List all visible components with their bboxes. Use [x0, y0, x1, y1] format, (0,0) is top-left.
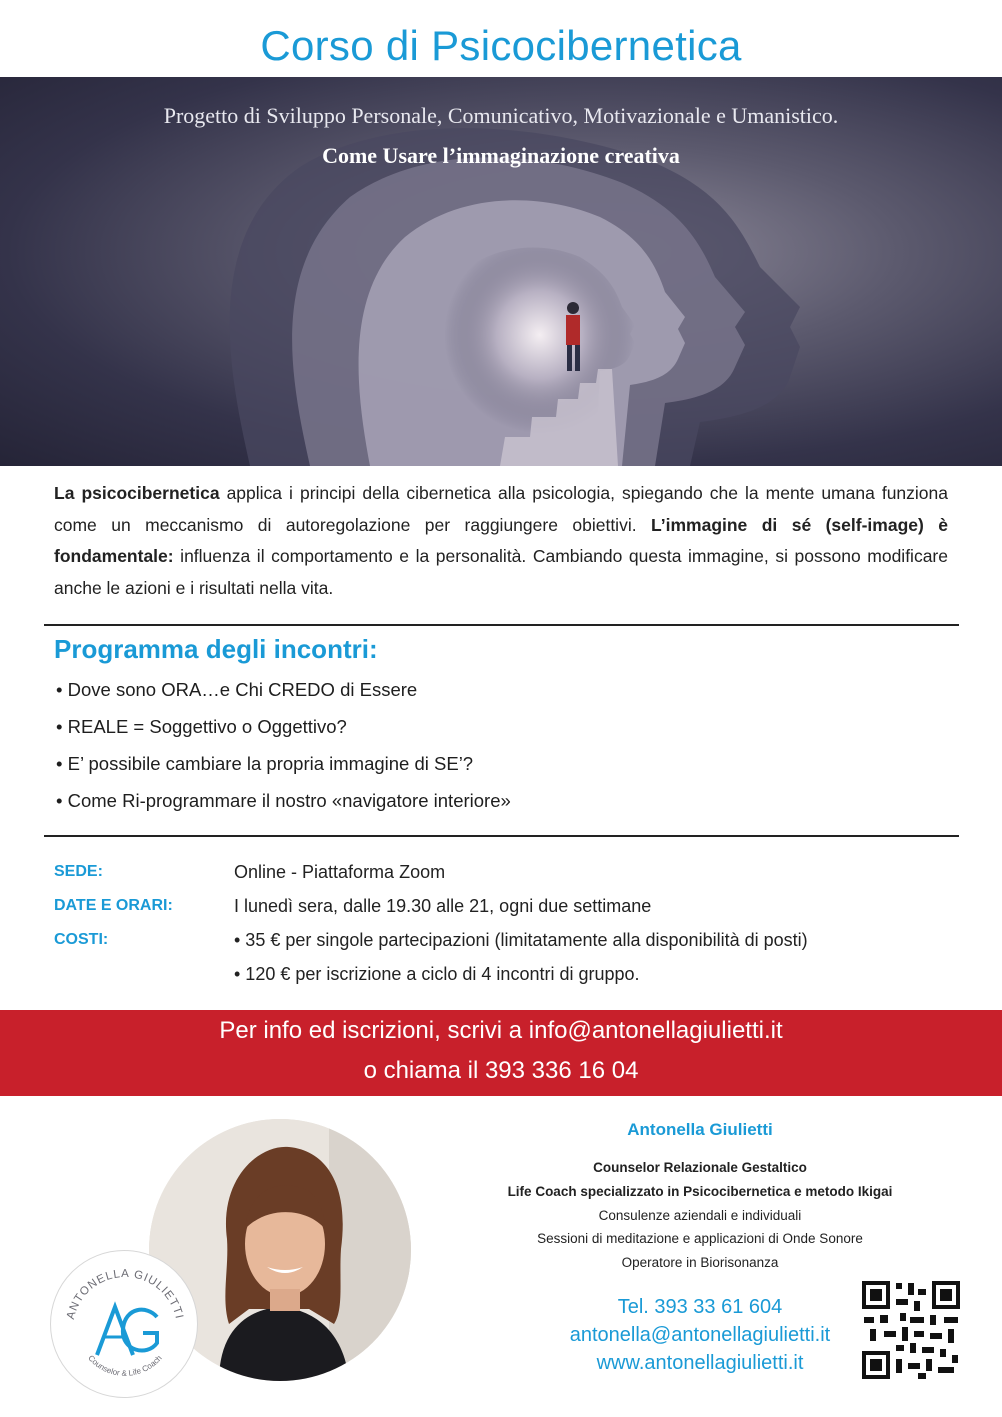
contact-role-2: Life Coach specializzato in Psicocibernetica e metodo Ikigai: [507, 1184, 893, 1199]
contact-website[interactable]: www.antonellagiulietti.it: [596, 1352, 804, 1374]
banner-email-line[interactable]: Per info ed iscrizioni, scrivi a info@antonellagiulietti.it: [219, 1017, 783, 1044]
intro-bold-1: La psicocibernetica: [54, 483, 220, 503]
costi-value-2: • 120 € per iscrizione a ciclo di 4 incontri di gruppo.: [234, 964, 640, 984]
logo-bottom-text: Counselor & Life Coach: [86, 1353, 164, 1378]
info-row-costi: [54, 926, 954, 960]
program-item: • Dove sono ORA…e Chi CREDO di Essere: [56, 679, 418, 700]
qr-code[interactable]: [860, 1279, 962, 1381]
intro-text-1: applica i principi della cibernetica alla psicologia, spiegando che la mente umana funziona come un meccanismo di autoregolazione per raggiungere obiettivi.: [54, 483, 949, 535]
contact-role-3: Consulenze aziendali e individuali: [598, 1208, 802, 1223]
hero-tagline: Come Usare l’immaginazione creativa: [322, 143, 680, 168]
date-value: I lunedì sera, dalle 19.30 alle 21, ogni due settimane: [234, 896, 652, 916]
contact-phone[interactable]: Tel. 393 33 61 604: [617, 1296, 783, 1318]
sede-value: Online - Piattaforma Zoom: [234, 862, 446, 882]
contact-email[interactable]: antonella@antonellagiulietti.it: [569, 1324, 831, 1346]
divider-top: [44, 624, 959, 626]
hero-illustration: [0, 77, 1002, 466]
brand-logo: [50, 1250, 198, 1398]
ag-logo-icon: [51, 1251, 199, 1399]
intro-text: [54, 478, 948, 604]
event-info: [54, 858, 954, 994]
page-title: Corso di Psicocibernetica: [260, 22, 742, 69]
info-row-costi-2: [54, 960, 954, 994]
costi-value-1: • 35 € per singole partecipazioni (limitatamente alla disponibilità di posti): [234, 930, 808, 950]
qr-code-icon: [860, 1279, 962, 1381]
svg-text:Counselor & Life Coach: [86, 1354, 163, 1378]
info-row-sede: [54, 858, 954, 892]
date-label: DATE E ORARI:: [54, 897, 173, 914]
program-list: [56, 676, 511, 824]
svg-text:ANTONELLA GIULIETTI: [65, 1268, 185, 1321]
contact-role-4: Sessioni di meditazione e applicazioni di Onde Sonore: [537, 1231, 863, 1246]
intro-text-2: influenza il comportamento e la personalità. Cambiando questa immagine, si possono modificare anche le azioni e i risultati nella vita.: [54, 546, 948, 598]
sede-label: SEDE:: [54, 863, 103, 880]
program-item: • REALE = Soggettivo o Oggettivo?: [56, 716, 347, 737]
contact-role-5: Operatore in Biorisonanza: [621, 1255, 779, 1270]
contact-name: Antonella Giulietti: [627, 1120, 773, 1139]
divider-bottom: [44, 835, 959, 837]
hero-subtitle: Progetto di Sviluppo Personale, Comunicativo, Motivazionale e Umanistico.: [163, 103, 839, 128]
head-tunnel-illustration: [0, 77, 1002, 466]
info-row-date: [54, 892, 954, 926]
contact-role-1: Counselor Relazionale Gestaltico: [593, 1160, 807, 1175]
banner-phone-line[interactable]: o chiama il 393 336 16 04: [363, 1057, 639, 1084]
logo-top-text: ANTONELLA GIULIETTI: [64, 1267, 186, 1321]
program-title: Programma degli incontri:: [54, 634, 378, 664]
program-item: • Come Ri-programmare il nostro «navigatore interiore»: [56, 790, 511, 811]
program-item: • E’ possibile cambiare la propria immagine di SE’?: [56, 753, 474, 774]
info-banner: [0, 1010, 1002, 1096]
costi-label: COSTI:: [54, 931, 109, 948]
intro-bold-2: L’immagine di sé (self-image) è fondamentale:: [54, 514, 948, 566]
